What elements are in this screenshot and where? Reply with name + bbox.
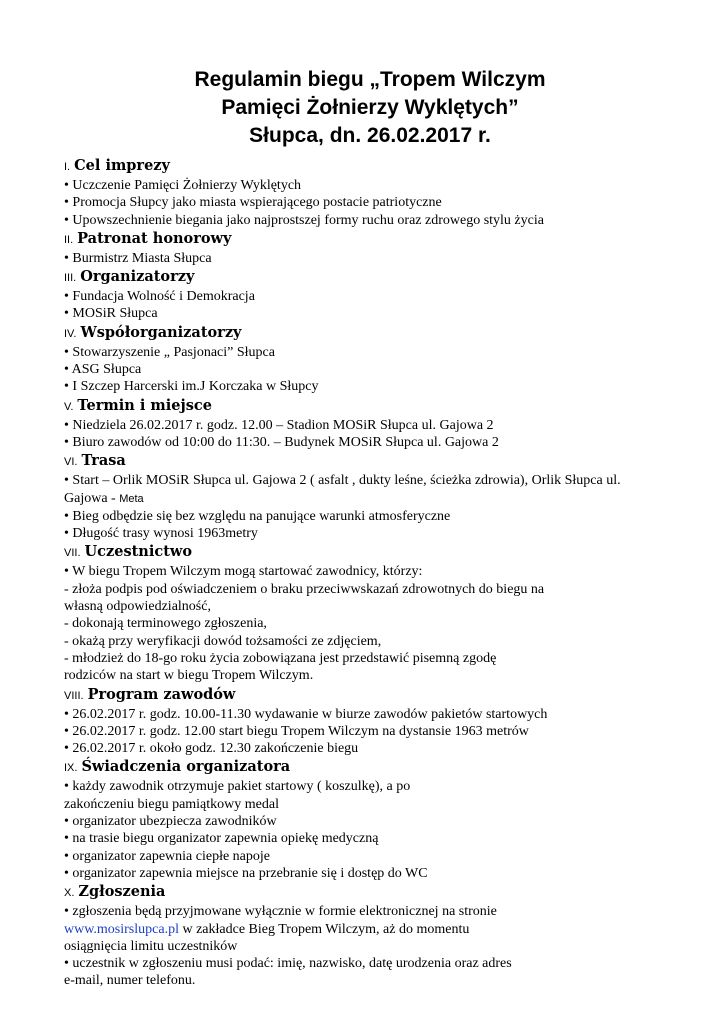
item-text: I Szczep Harcerski im.J Korczaka w Słupcy bbox=[72, 379, 319, 395]
title-line-1: Regulamin biegu „Tropem Wilczym bbox=[194, 68, 546, 91]
list-item bbox=[64, 250, 664, 267]
bullet-icon: • bbox=[64, 473, 69, 489]
title-line-3: Słupca, dn. 26.02.2017 r. bbox=[249, 124, 491, 147]
item-text: W biegu Tropem Wilczym mogą startować zawodnicy, którzy: bbox=[72, 564, 423, 580]
item-text: Gajowa - bbox=[64, 490, 120, 506]
bullet-icon: • bbox=[64, 379, 69, 395]
section-heading bbox=[64, 882, 664, 903]
list-item bbox=[64, 177, 664, 194]
item-text: osiągnięcia limitu uczestników bbox=[64, 938, 238, 954]
section-number: X. bbox=[64, 887, 75, 900]
list-item bbox=[64, 344, 664, 361]
bullet-icon: • bbox=[64, 306, 69, 322]
list-item bbox=[64, 921, 664, 938]
section-heading bbox=[64, 156, 664, 177]
list-item bbox=[64, 305, 664, 322]
bullet-icon: • bbox=[64, 526, 69, 542]
list-item bbox=[64, 563, 664, 580]
list-item bbox=[64, 288, 664, 305]
item-text: zgłoszenia będą przyjmowane wyłącznie w formie elektronicznej na stronie bbox=[72, 904, 497, 920]
section-number: V. bbox=[64, 400, 74, 413]
item-text: - złoża podpis pod oświadczeniem o braku przeciwwskazań zdrowotnych do biegu na bbox=[64, 581, 545, 597]
item-text: - okażą przy weryfikacji dowód tożsamości ze zdjęciem, bbox=[64, 633, 382, 649]
website-link[interactable]: www.mosirslupca.pl bbox=[64, 921, 179, 937]
bullet-icon: • bbox=[64, 195, 69, 211]
item-text: Stowarzyszenie „ Pasjonaci” Słupca bbox=[72, 344, 275, 360]
section-title: Zgłoszenia bbox=[78, 883, 166, 901]
list-item bbox=[64, 361, 664, 378]
list-item bbox=[64, 740, 664, 757]
list-item bbox=[64, 778, 664, 795]
item-text: organizator ubezpiecza zawodników bbox=[72, 814, 277, 830]
list-item bbox=[64, 472, 664, 489]
section-heading bbox=[64, 685, 664, 706]
list-item bbox=[64, 865, 664, 882]
bullet-icon: • bbox=[64, 904, 69, 920]
bullet-icon: • bbox=[64, 723, 69, 739]
section-heading bbox=[64, 267, 664, 288]
section-title: Cel imprezy bbox=[74, 157, 170, 174]
list-item bbox=[64, 212, 664, 229]
document-title bbox=[76, 66, 664, 150]
item-text: 26.02.2017 r. około godz. 12.30 zakończenie biegu bbox=[72, 741, 359, 757]
item-text: Fundacja Wolność i Demokracja bbox=[72, 289, 255, 305]
bullet-icon: • bbox=[64, 779, 69, 795]
item-text: każdy zawodnik otrzymuje pakiet startowy ( koszulkę), a po bbox=[72, 779, 411, 795]
bullet-icon: • bbox=[64, 212, 69, 228]
list-item bbox=[64, 490, 664, 508]
list-item bbox=[64, 723, 664, 740]
section-number: VII. bbox=[64, 547, 81, 560]
item-text: MOSiR Słupca bbox=[72, 306, 158, 322]
item-text: Długość trasy wynosi 1963metry bbox=[72, 526, 258, 542]
bullet-icon: • bbox=[64, 344, 69, 360]
list-item bbox=[64, 615, 664, 632]
list-item bbox=[64, 417, 664, 434]
item-text: organizator zapewnia miejsce na przebranie się i dostęp do WC bbox=[72, 865, 428, 881]
section-heading bbox=[64, 229, 664, 250]
bullet-icon: • bbox=[64, 508, 69, 524]
list-item bbox=[64, 508, 664, 525]
bullet-icon: • bbox=[64, 848, 69, 864]
list-item bbox=[64, 796, 664, 813]
bullet-icon: • bbox=[64, 362, 69, 378]
section-title: Organizatorzy bbox=[80, 268, 195, 286]
item-text: rodziców na start w biegu Tropem Wilczym. bbox=[64, 668, 314, 684]
section-heading bbox=[64, 396, 664, 417]
item-text: Biuro zawodów od 10:00 do 11:30. – Budynek MOSiR Słupca ul. Gajowa 2 bbox=[72, 434, 499, 450]
list-item bbox=[64, 903, 664, 920]
section-heading bbox=[64, 451, 664, 472]
bullet-icon: • bbox=[64, 865, 69, 881]
item-text: własną odpowiedzialność, bbox=[64, 599, 211, 615]
document-page bbox=[64, 66, 664, 990]
bullet-icon: • bbox=[64, 831, 69, 847]
list-item bbox=[64, 848, 664, 865]
section-number: II. bbox=[64, 233, 74, 246]
item-small-text: Meta bbox=[119, 492, 144, 505]
list-item bbox=[64, 434, 664, 451]
section-title: Świadczenia organizatora bbox=[81, 758, 291, 776]
section-heading bbox=[64, 542, 664, 563]
section-number: III. bbox=[64, 272, 77, 285]
item-text: 26.02.2017 r. godz. 12.00 start biegu Tropem Wilczym na dystansie 1963 metrów bbox=[72, 723, 529, 739]
bullet-icon: • bbox=[64, 741, 69, 757]
section-number: VI. bbox=[64, 456, 78, 469]
list-item bbox=[64, 667, 664, 684]
bullet-icon: • bbox=[64, 814, 69, 830]
section-title: Trasa bbox=[81, 452, 126, 470]
section-number: IX. bbox=[64, 762, 78, 775]
section-number: VIII. bbox=[64, 689, 84, 702]
bullet-icon: • bbox=[64, 564, 69, 580]
list-item bbox=[64, 525, 664, 542]
item-text: ASG Słupca bbox=[71, 362, 142, 378]
section-heading bbox=[64, 757, 664, 778]
item-text: 26.02.2017 r. godz. 10.00-11.30 wydawanie w biurze zawodów pakietów startowych bbox=[72, 706, 548, 722]
item-text: e-mail, numer telefonu. bbox=[64, 973, 196, 989]
list-item bbox=[64, 706, 664, 723]
item-text: - młodzież do 18-go roku życia zobowiązana jest przedstawić pisemną zgodę bbox=[64, 650, 497, 666]
bullet-icon: • bbox=[64, 178, 69, 193]
bullet-icon: • bbox=[64, 956, 69, 972]
list-item bbox=[64, 972, 664, 989]
item-text: uczestnik w zgłoszeniu musi podać: imię, nazwisko, datę urodzenia oraz adres bbox=[72, 956, 512, 972]
section-number: I. bbox=[64, 161, 71, 173]
item-text: zakończeniu biegu pamiątkowy medal bbox=[64, 796, 279, 812]
section-title: Patronat honorowy bbox=[77, 229, 232, 247]
section-title: Termin i miejsce bbox=[77, 396, 212, 414]
list-item bbox=[64, 378, 664, 395]
item-text: Niedziela 26.02.2017 r. godz. 12.00 – Stadion MOSiR Słupca ul. Gajowa 2 bbox=[72, 417, 494, 433]
item-text: - dokonają terminowego zgłoszenia, bbox=[64, 616, 267, 632]
bullet-icon: • bbox=[64, 417, 69, 433]
bullet-icon: • bbox=[64, 706, 69, 722]
section-title: Program zawodów bbox=[87, 685, 236, 703]
list-item bbox=[64, 955, 664, 972]
section-heading bbox=[64, 323, 664, 344]
item-text: na trasie biegu organizator zapewnia opiekę medyczną bbox=[72, 831, 379, 847]
list-item bbox=[64, 598, 664, 615]
bullet-icon: • bbox=[64, 434, 69, 450]
list-item bbox=[64, 830, 664, 847]
section-title: Współorganizatorzy bbox=[80, 323, 242, 341]
list-item bbox=[64, 813, 664, 830]
list-item bbox=[64, 938, 664, 955]
item-text: Upowszechnienie biegania jako najprostszej formy ruchu oraz zdrowego stylu życia bbox=[72, 212, 544, 228]
title-line-2: Pamięci Żołnierzy Wyklętych” bbox=[221, 96, 519, 119]
list-item bbox=[64, 650, 664, 667]
list-item bbox=[64, 581, 664, 598]
item-text: Burmistrz Miasta Słupca bbox=[72, 250, 212, 266]
list-item bbox=[64, 633, 664, 650]
item-text: Promocja Słupcy jako miasta wspierającego postacie patriotyczne bbox=[72, 195, 442, 211]
item-text: Bieg odbędzie się bez względu na panujące warunki atmosferyczne bbox=[72, 508, 451, 524]
section-number: IV. bbox=[64, 327, 77, 340]
section-title: Uczestnictwo bbox=[84, 543, 193, 561]
item-text: Start – Orlik MOSiR Słupca ul. Gajowa 2 ( asfalt , dukty leśne, ścieżka zdrowia), Orlik Słupca ul. bbox=[72, 473, 621, 489]
item-text: organizator zapewnia ciepłe napoje bbox=[72, 848, 270, 864]
list-item bbox=[64, 194, 664, 211]
item-text: w zakładce Bieg Tropem Wilczym, aż do momentu bbox=[178, 921, 470, 937]
bullet-icon: • bbox=[64, 289, 69, 305]
item-text: Uczczenie Pamięci Żołnierzy Wyklętych bbox=[72, 178, 302, 193]
bullet-icon: • bbox=[64, 250, 69, 266]
sections-list bbox=[64, 156, 664, 990]
